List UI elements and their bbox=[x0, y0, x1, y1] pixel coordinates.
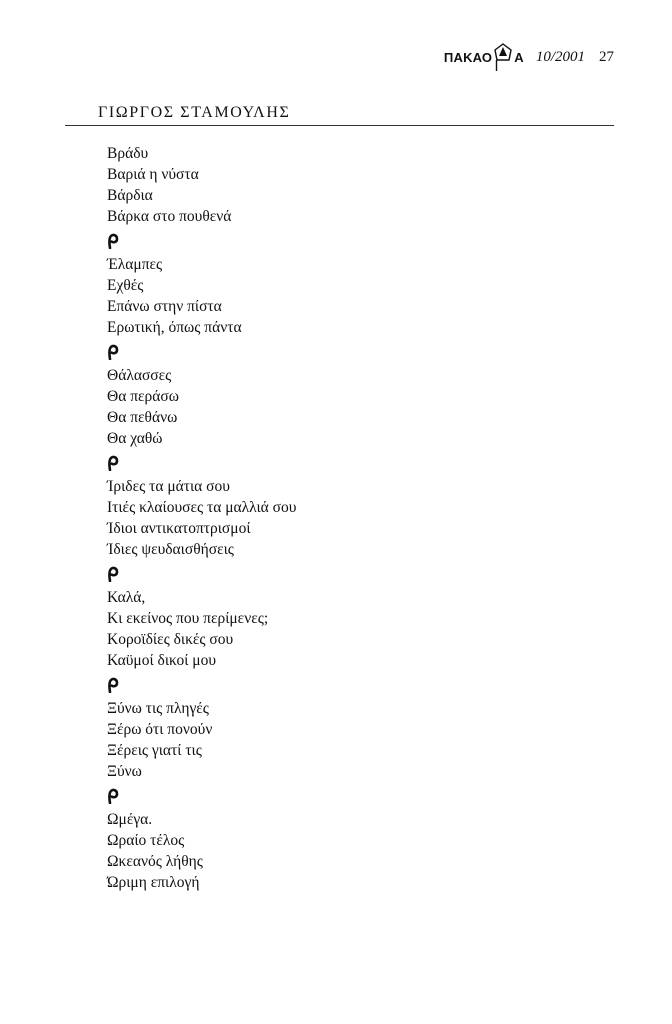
poem-line: Βράδυ bbox=[107, 145, 149, 162]
poem-line: Καϋμοί δικοί μου bbox=[107, 652, 216, 669]
stanza-ornament-icon bbox=[107, 782, 547, 809]
poem-line: Ωκεανός λήθης bbox=[107, 853, 203, 870]
poem-line: Επάνω στην πίστα bbox=[107, 298, 222, 315]
pentagon-logo-icon bbox=[493, 42, 513, 72]
poem-line: Ίδιοι αντικατοπτρισμοί bbox=[107, 520, 251, 537]
poem-line: Εχθές bbox=[107, 277, 144, 294]
author-name: ΓΙΩΡΓΟΣ ΣΤΑΜΟΥΛΗΣ bbox=[98, 104, 291, 121]
stanza-ornament-icon bbox=[107, 227, 547, 254]
poem-line: Ίριδες τα μάτια σου bbox=[107, 478, 230, 495]
poem-line: Ώριμη επιλογή bbox=[107, 874, 200, 891]
poem-body bbox=[107, 143, 547, 893]
logo-text-right: Α bbox=[514, 49, 524, 65]
poem-line: Θα πεθάνω bbox=[107, 409, 178, 426]
poem-line: Ιτιές κλαίουσες τα μαλλιά σου bbox=[107, 499, 297, 516]
poem-line: Ξέρεις γιατί τις bbox=[107, 742, 202, 759]
poem-line: Κοροϊδίες δικές σου bbox=[107, 631, 234, 648]
poem-line: Θα χαθώ bbox=[107, 430, 163, 447]
poem-line: Έλαμπες bbox=[107, 256, 163, 273]
stanza-ornament-icon bbox=[107, 338, 547, 365]
page-number: 27 bbox=[599, 48, 614, 65]
stanza-ornament-icon bbox=[107, 449, 547, 476]
poem-line: Βάρδια bbox=[107, 187, 153, 204]
poem-line: Ξέρω ότι πονούν bbox=[107, 721, 213, 738]
poem-line: Θα περάσω bbox=[107, 388, 179, 405]
poem-line: Βάρκα στο πουθενά bbox=[107, 208, 232, 225]
poem-line: Ίδιες ψευδαισθήσεις bbox=[107, 541, 234, 558]
stanza-ornament-icon bbox=[107, 671, 547, 698]
poem-line: Θάλασσες bbox=[107, 367, 172, 384]
issue-number: 10/2001 bbox=[535, 48, 585, 65]
poem-line: Κι εκείνος που περίμενες; bbox=[107, 610, 269, 627]
poem-line: Ωραίο τέλος bbox=[107, 832, 185, 849]
poem-line: Ξύνω τις πληγές bbox=[107, 700, 209, 717]
logo-text-left: ΠΑΚΑΟ bbox=[443, 49, 493, 65]
stanza-ornament-icon bbox=[107, 560, 547, 587]
poem-line: Βαριά η νύστα bbox=[107, 166, 199, 183]
header-rule bbox=[65, 125, 614, 126]
poem-line: Καλά, bbox=[107, 589, 146, 606]
poem-line: Ωμέγα. bbox=[107, 811, 153, 828]
journal-logo bbox=[444, 42, 524, 72]
running-head bbox=[444, 42, 614, 72]
poem-line: Ερωτική, όπως πάντα bbox=[107, 319, 242, 336]
poem-line: Ξύνω bbox=[107, 763, 142, 780]
